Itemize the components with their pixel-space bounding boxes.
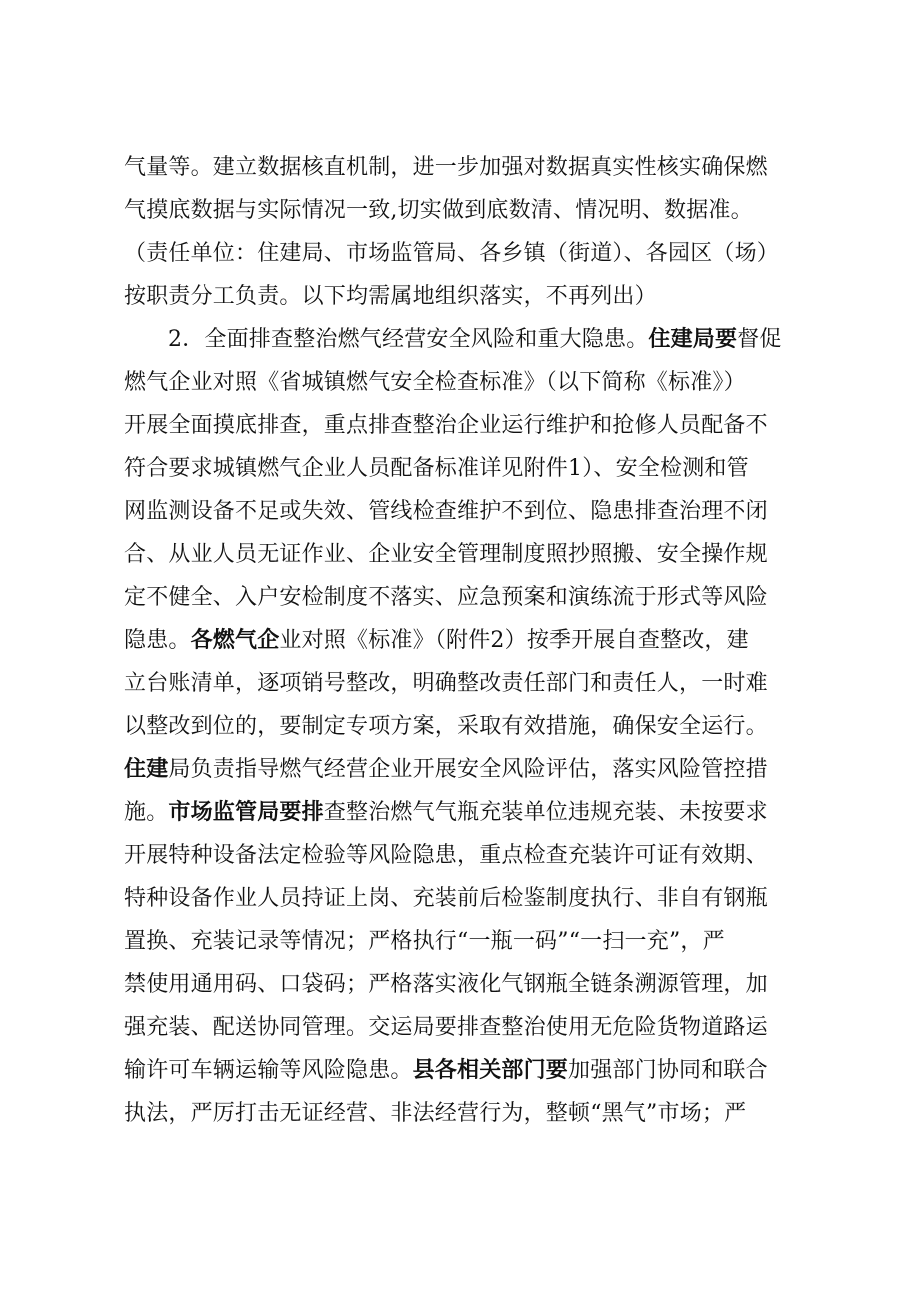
text-run: （责任单位：住建局、市场监管局、各乡镇（街道）、各园区（场） bbox=[124, 241, 780, 266]
text-run: 置换、充装记录等情况；严格执行“一瓶一码”“一扫一充”，严 bbox=[124, 929, 725, 954]
bold-run: 县各相关部门要 bbox=[412, 1058, 569, 1083]
text-run: 定不健全、入户安检制度不落实、应急预案和演练流于形式等风险 bbox=[124, 585, 768, 610]
bold-run: 住建 bbox=[124, 757, 169, 782]
text-line bbox=[124, 836, 804, 876]
text-run: 按职责分工负责。以下均需属地组织落实，不再列出） bbox=[124, 284, 657, 309]
text-line bbox=[124, 277, 804, 317]
text-run: 以整改到位的，要制定专项方案，采取有效措施，确保安全运行。 bbox=[124, 714, 768, 739]
text-line bbox=[124, 621, 804, 661]
text-line bbox=[124, 449, 804, 489]
text-line bbox=[124, 535, 804, 575]
text-run: 网监测设备不足或失效、管线检查维护不到位、隐患排查治理不闭 bbox=[124, 499, 768, 524]
text-run: 施。 bbox=[124, 800, 169, 825]
text-line bbox=[124, 965, 804, 1005]
text-run: 合、从业人员无证作业、企业安全管理制度照抄照搬、安全操作规 bbox=[124, 542, 768, 567]
text-run: 开展全面摸底排查，重点排查整治企业运行维护和抢修人员配备不 bbox=[124, 413, 768, 438]
text-line bbox=[124, 922, 804, 962]
text-run: 输许可车辆运输等风险隐患。 bbox=[124, 1058, 413, 1083]
text-run: 立台账清单，逐项销号整改，明确整改责任部门和责任人，一时难 bbox=[124, 671, 768, 696]
text-run: 局负责指导燃气经营企业开展安全风险评估，落实风险管控措 bbox=[168, 757, 768, 782]
text-line bbox=[124, 879, 804, 919]
text-run: 符合要求城镇燃气企业人员配备标准详见附件1）、安全检测和管 bbox=[124, 456, 749, 481]
text-run: 督促 bbox=[737, 327, 782, 352]
text-line bbox=[124, 664, 804, 704]
text-run: 2．全面排查整治燃气经营安全风险和重大隐患。 bbox=[168, 327, 649, 352]
bold-run: 住建局要 bbox=[648, 327, 738, 352]
text-line bbox=[124, 363, 804, 403]
text-run: 气摸底数据与实际情况一致,切实做到底数清、情况明、数据准。 bbox=[124, 198, 753, 223]
text-line bbox=[124, 1051, 804, 1091]
text-line bbox=[124, 148, 804, 188]
text-line bbox=[124, 707, 804, 747]
text-run: 执法，严厉打击无证经营、非法经营行为，整顿“黑气”市场；严 bbox=[124, 1101, 747, 1126]
bold-run: 市场监管局要排 bbox=[168, 800, 324, 825]
text-line bbox=[124, 492, 804, 532]
text-run: 加强部门协同和联合 bbox=[568, 1058, 768, 1083]
text-run: 开展特种设备法定检验等风险隐患，重点检查充装许可证有效期、 bbox=[124, 843, 768, 868]
text-line bbox=[124, 191, 804, 231]
text-run: 业对照《标准》（附件2）按季开展自查整改，建 bbox=[279, 628, 749, 653]
text-line bbox=[124, 1094, 804, 1134]
text-line bbox=[124, 578, 804, 618]
text-line bbox=[124, 793, 804, 833]
text-run: 特种设备作业人员持证上岗、充装前后检鉴制度执行、非自有钢瓶 bbox=[124, 886, 768, 911]
text-run: 燃气企业对照《省城镇燃气安全检查标准》（以下简称《标准》） bbox=[124, 370, 746, 395]
text-run: 查整治燃气气瓶充装单位违规充装、未按要求 bbox=[323, 800, 768, 825]
text-run: 气量等。建立数据核直机制，进一步加强对数据真实性核实确保燃 bbox=[124, 155, 768, 180]
section-heading-line bbox=[168, 320, 848, 360]
text-run: 强充装、配送协同管理。交运局要排查整治使用无危险货物道路运 bbox=[124, 1015, 768, 1040]
text-run: 隐患。 bbox=[124, 628, 191, 653]
text-line bbox=[124, 1008, 804, 1048]
text-line bbox=[124, 234, 804, 274]
text-run: 禁使用通用码、口袋码；严格落实液化气钢瓶全链条溯源管理，加 bbox=[124, 972, 768, 997]
text-line bbox=[124, 406, 804, 446]
text-line bbox=[124, 750, 804, 790]
bold-run: 各燃气企 bbox=[190, 628, 280, 653]
